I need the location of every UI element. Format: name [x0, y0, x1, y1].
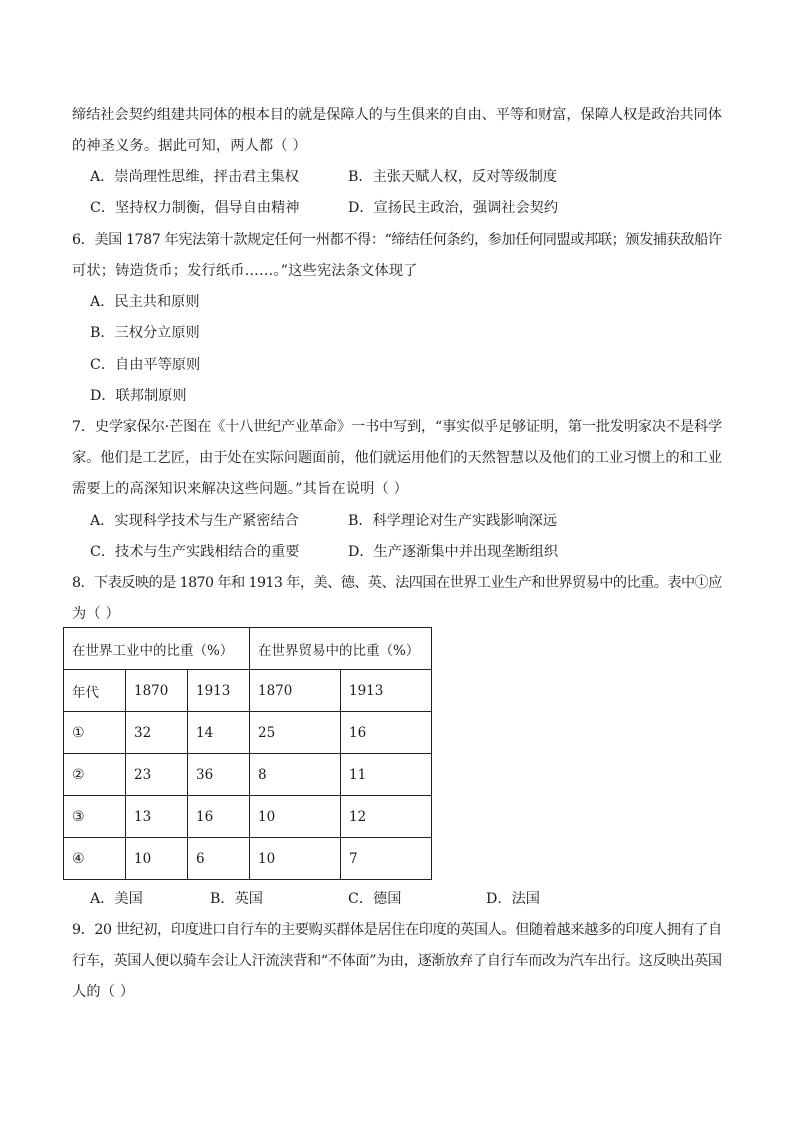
table-cell: 14	[188, 712, 250, 754]
q7-stem-line-2: 家。他们是工艺匠，由于处在实际问题面前，他们就运用他们的天然智慧以及他们的工业习惯上的和工业	[72, 450, 722, 466]
q6-stem-line-1: 6．美国 1787 年宪法第十款规定任何一州都不得：“缔结任何条约，参加任何同盟或邦联；颁发捕获敌船许	[72, 232, 722, 248]
subheader-cell: 1870	[126, 670, 188, 712]
q8-stem-line-1: 8．下表反映的是 1870 年和 1913 年，美、德、英、法四国在世界工业生产和世界贸易中的比重。表中①应	[72, 575, 722, 591]
table-cell: 16	[341, 712, 432, 754]
table-header-row	[64, 628, 432, 670]
row-label: ③	[64, 796, 126, 838]
q6-option-b: B．三权分立原则	[90, 325, 200, 341]
table-row	[64, 838, 432, 880]
q7-option-c: C．技术与生产实践相结合的重要	[90, 544, 300, 560]
subheader-cell: 年代	[64, 670, 126, 712]
table-cell: 7	[341, 838, 432, 880]
q9-stem-line-2: 行车，英国人便以骑车会让人汗流浃背和“不体面”为由，逐渐放弃了自行车而改为汽车出行。这反映出英国	[72, 953, 722, 969]
table-cell: 10	[126, 838, 188, 880]
table-cell: 8	[250, 754, 341, 796]
q5-option-b: B．主张天赋人权，反对等级制度	[348, 169, 558, 185]
q7-option-b: B．科学理论对生产实践影响深远	[348, 513, 558, 529]
header-trade: 在世界贸易中的比重（%）	[250, 628, 432, 670]
table-cell: 6	[188, 838, 250, 880]
q8-stem-line-2: 为（ ）	[72, 606, 120, 622]
q5-stem-line-2: 的神圣义务。据此可知，两人都（ ）	[72, 138, 307, 154]
table-cell: 32	[126, 712, 188, 754]
table-cell: 11	[341, 754, 432, 796]
row-label: ④	[64, 838, 126, 880]
q5-stem-line-1: 缔结社会契约组建共同体的根本目的就是保障人的与生俱来的自由、平等和财富，保障人权是政治共同体	[72, 107, 722, 123]
table-cell: 25	[250, 712, 341, 754]
q6-option-d: D．联邦制原则	[90, 388, 187, 404]
q8-option-b: B．英国	[210, 891, 263, 907]
q5-option-a: A．崇尚理性思维，抨击君主集权	[90, 169, 299, 185]
q9-stem-line-1: 9．20 世纪初，印度进口自行车的主要购买群体是居住在印度的英国人。但随着越来越多的印度人拥有了自	[72, 922, 722, 938]
q5-option-d: D．宣扬民主政治，强调社会契约	[348, 200, 559, 216]
table-cell: 23	[126, 754, 188, 796]
header-industry: 在世界工业中的比重（%）	[64, 628, 250, 670]
row-label: ①	[64, 712, 126, 754]
q5-option-c: C．坚持权力制衡，倡导自由精神	[90, 200, 300, 216]
q6-stem-line-2: 可状；铸造货币；发行纸币……。”这些宪法条文体现了	[72, 263, 418, 279]
subheader-cell: 1913	[341, 670, 432, 712]
q8-option-c: C．德国	[348, 891, 402, 907]
table-row	[64, 796, 432, 838]
table-cell: 13	[126, 796, 188, 838]
subheader-cell: 1870	[250, 670, 341, 712]
table-cell: 16	[188, 796, 250, 838]
table-row	[64, 712, 432, 754]
table-cell: 12	[341, 796, 432, 838]
q7-option-d: D．生产逐渐集中并出现垄断组织	[348, 544, 559, 560]
q7-stem-line-3: 需要上的高深知识来解决这些问题。”其旨在说明（ ）	[72, 481, 408, 497]
q9-stem-line-3: 人的（ ）	[72, 984, 135, 1000]
q8-option-a: A．美国	[90, 891, 143, 907]
table-subheader-row	[64, 670, 432, 712]
table-cell: 36	[188, 754, 250, 796]
table-cell: 10	[250, 796, 341, 838]
q7-option-a: A．实现科学技术与生产紧密结合	[90, 513, 299, 529]
q8-option-d: D．法国	[486, 891, 540, 907]
q6-option-c: C．自由平等原则	[90, 357, 201, 373]
table-cell: 10	[250, 838, 341, 880]
subheader-cell: 1913	[188, 670, 250, 712]
q7-stem-line-1: 7．史学家保尔·芒图在《十八世纪产业革命》一书中写到，“事实似乎足够证明，第一批发明家决不是科学	[72, 419, 722, 435]
table-row	[64, 754, 432, 796]
q8-data-table	[63, 627, 432, 880]
row-label: ②	[64, 754, 126, 796]
q6-option-a: A．民主共和原则	[90, 294, 200, 310]
